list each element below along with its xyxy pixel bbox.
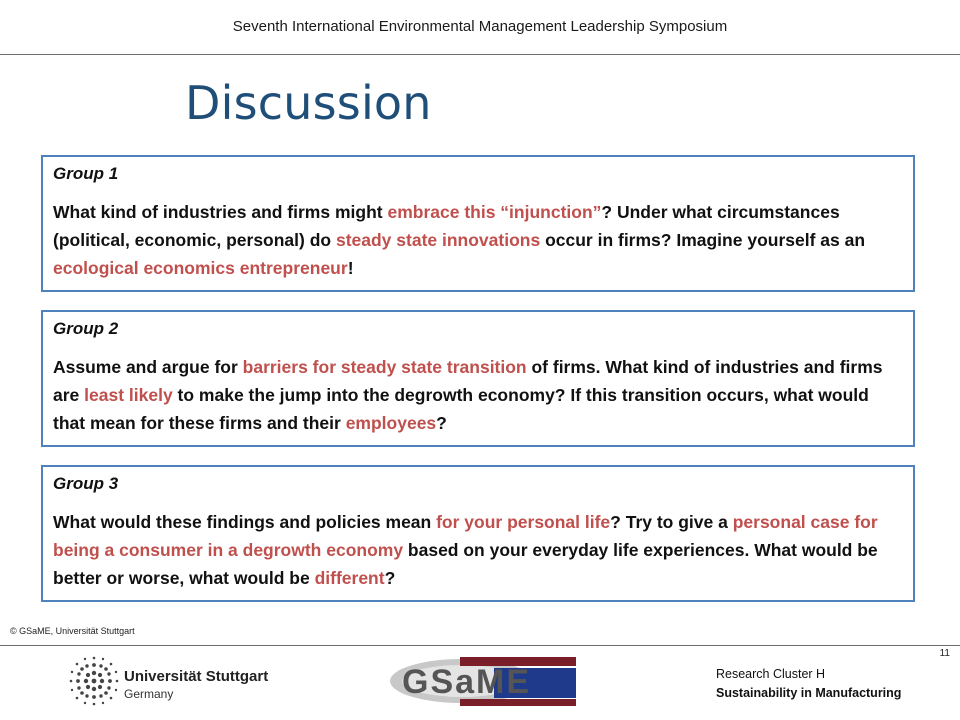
highlighted-phrase: steady state innovations	[335, 230, 541, 250]
header-title: Seventh International Environmental Management Leadership Symposium	[232, 18, 728, 35]
group-box-2	[41, 310, 915, 447]
gsame-logo-text: GSaME	[402, 663, 532, 701]
question-text: ? Try to give a	[610, 512, 733, 532]
question-text: ?	[384, 568, 396, 588]
question-text: What kind of industries and firms might	[53, 202, 388, 222]
highlighted-phrase: personal case for being a consumer in a degrowth economy	[53, 512, 878, 560]
highlighted-phrase: ecological economics entrepreneur	[53, 258, 348, 278]
cluster-label: Research Cluster H	[716, 667, 826, 681]
question-text: of firms. What kind of industries and firms are	[53, 357, 883, 405]
question-text: based on your everyday life experiences. What would be better or worse, what would be	[53, 540, 878, 588]
group-question	[53, 198, 903, 282]
footer-divider	[0, 645, 960, 646]
question-text: Assume and argue for	[53, 357, 243, 377]
group-box-3	[41, 465, 915, 602]
university-name: Universität Stuttgart	[124, 668, 269, 685]
highlighted-phrase: embrace this “injunction”	[387, 202, 602, 222]
page-number: 11	[939, 648, 950, 659]
group-question	[53, 508, 903, 592]
slide-title: Discussion	[185, 76, 432, 130]
question-text: ?	[436, 413, 447, 433]
question-text: ? Under what circumstances (political, economic, personal) do	[53, 202, 840, 250]
question-text: What would these findings and policies mean	[53, 512, 437, 532]
highlighted-phrase: for your personal life	[436, 512, 611, 532]
university-country: Germany	[124, 687, 174, 701]
group-question	[53, 353, 903, 437]
university-logo-icon	[68, 655, 120, 707]
question-text: !	[347, 258, 354, 278]
group-title: Group 3	[53, 474, 119, 493]
copyright: © GSaME, Universität Stuttgart	[10, 626, 135, 636]
group-title: Group 2	[53, 319, 119, 338]
gsame-logo-icon	[382, 654, 578, 708]
cluster-subtitle: Sustainability in Manufacturing	[716, 686, 902, 700]
research-cluster	[716, 665, 901, 703]
group-title: Group 1	[53, 164, 119, 183]
highlighted-phrase: employees	[345, 413, 437, 433]
highlighted-phrase: barriers for steady state transition	[242, 357, 527, 377]
question-text: occur in firms? Imagine yourself as an	[540, 230, 866, 250]
group-box-1	[41, 155, 915, 292]
highlighted-phrase: different	[314, 568, 385, 588]
highlighted-phrase: least likely	[84, 385, 173, 405]
header-divider	[0, 54, 960, 55]
question-text: to make the jump into the degrowth economy? If this transition occurs, what would that mean for these firms and their	[53, 385, 869, 433]
